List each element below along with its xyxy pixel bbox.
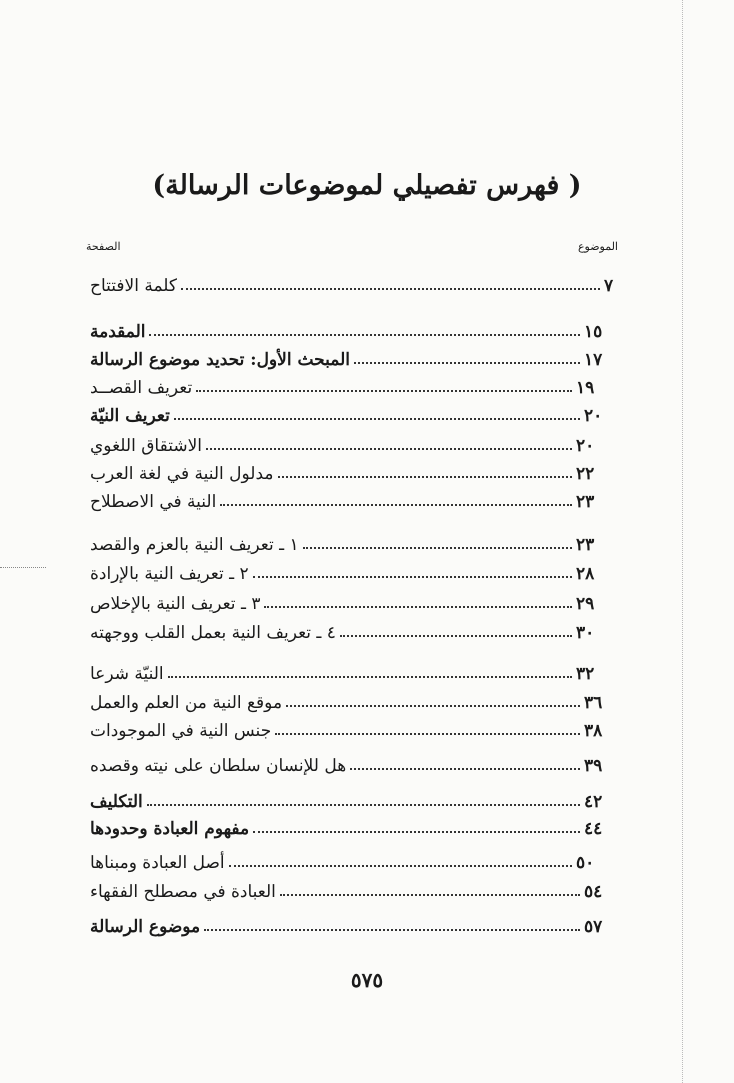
leader-dots <box>340 635 572 637</box>
toc-entry <box>86 683 618 713</box>
leader-dots <box>196 390 572 392</box>
leader-dots <box>275 733 580 735</box>
toc-entry <box>86 584 610 614</box>
toc-entry <box>86 396 618 426</box>
toc-entry-page: ٣٢ <box>576 664 595 684</box>
toc-entry-label: ١ ـ تعريف النية بالعزم والقصد <box>90 535 299 555</box>
toc-entry-page: ٧ <box>604 276 614 296</box>
toc-entry-label: التكليف <box>90 792 143 812</box>
toc-entry-label: المبحث الأول: تحديد موضوع الرسالة <box>90 350 350 370</box>
toc-entry-label: العبادة في مصطلح الفقهاء <box>90 882 276 902</box>
toc-entry-page: ٣٦ <box>584 693 603 713</box>
toc-entry <box>86 746 618 776</box>
toc-entry <box>86 907 618 937</box>
leader-dots <box>264 606 572 608</box>
toc-entry-page: ٢٣ <box>576 492 595 512</box>
leader-dots <box>350 768 580 770</box>
toc-entry-page: ٣٩ <box>584 756 603 776</box>
toc-entry-page: ٢٩ <box>576 594 595 614</box>
leader-dots <box>253 576 572 578</box>
toc-entry-page: ١٩ <box>576 378 595 398</box>
toc-entry-label: كلمة الافتتاح <box>90 276 178 296</box>
toc-entry <box>86 782 618 812</box>
toc-entry-page: ٢٢ <box>576 464 595 484</box>
leader-dots <box>204 929 580 931</box>
toc-entry-label: جنس النية في الموجودات <box>90 721 272 741</box>
toc-entry-label: مفهوم العبادة وحدودها <box>90 819 250 839</box>
toc-entry-label: ٢ ـ تعريف النية بالإرادة <box>90 564 249 584</box>
leader-dots <box>303 547 572 549</box>
leader-dots <box>229 865 572 867</box>
leader-dots <box>147 804 580 806</box>
leader-dots <box>280 894 580 896</box>
column-header-page: الصفحة <box>86 240 121 253</box>
toc-entry-page: ٥٧ <box>584 917 603 937</box>
toc-entry-label: الاشتقاق اللغوي <box>90 436 202 456</box>
toc-entry <box>86 312 618 342</box>
leader-dots <box>206 448 572 450</box>
toc-entry <box>86 368 610 398</box>
toc-entry-label: ٤ ـ تعريف النية بعمل القلب ووجهته <box>90 623 336 643</box>
toc-entry-label: ٣ ـ تعريف النية بالإخلاص <box>90 594 261 614</box>
toc-entry-label: موقع النية من العلم والعمل <box>90 693 283 713</box>
toc-entry-page: ٥٤ <box>584 882 603 902</box>
toc-entry <box>86 454 610 484</box>
toc-entry-page: ٥٠ <box>576 853 595 873</box>
toc-entry-page: ٢٠ <box>584 406 603 426</box>
toc-entry-label: مدلول النية في لغة العرب <box>90 464 274 484</box>
leader-dots <box>174 418 580 420</box>
leader-dots <box>253 831 580 833</box>
toc-entry-label: المقدمة <box>90 322 146 342</box>
toc-entry <box>86 613 610 643</box>
page-number: ٥٧٥ <box>350 968 384 992</box>
toc-entry-page: ٢٨ <box>576 564 595 584</box>
toc-entry-label: النيّة شرعا <box>90 664 164 684</box>
toc-entry-label: أصل العبادة ومبناها <box>90 853 225 873</box>
column-header-topic: الموضوع <box>577 240 618 253</box>
toc-entry-page: ٤٤ <box>584 819 603 839</box>
toc-entry-label: تعريف القصــد <box>90 378 193 398</box>
toc-entry <box>86 809 618 839</box>
toc-entry-page: ٤٢ <box>584 792 603 812</box>
leader-dots <box>181 288 600 290</box>
toc-entry-page: ٣٠ <box>576 623 595 643</box>
toc-entry <box>86 554 610 584</box>
toc-entry-label: النية في الاصطلاح <box>90 492 217 512</box>
toc-entry-page: ٢٣ <box>576 535 595 555</box>
page-title: ( فهرس تفصيلي لموضوعات الرسالة) <box>152 170 582 201</box>
toc-entry-label: هل للإنسان سلطان على نيته وقصده <box>90 756 347 776</box>
toc-entry <box>86 525 610 555</box>
toc-entry <box>86 872 618 902</box>
leader-dots <box>286 705 580 707</box>
toc-entry-page: ٣٨ <box>584 721 603 741</box>
toc-entry <box>86 266 638 296</box>
toc-entry-label: موضوع الرسالة <box>90 917 201 937</box>
toc-entry <box>86 711 618 741</box>
leader-dots <box>149 334 580 336</box>
toc-entry <box>86 340 618 370</box>
leader-dots <box>220 504 572 506</box>
toc-entry-page: ٢٠ <box>576 436 595 456</box>
toc-entry <box>86 654 610 684</box>
margin-mark <box>0 567 46 568</box>
toc-entry-page: ١٧ <box>584 350 603 370</box>
leader-dots <box>354 362 580 364</box>
toc-entry <box>86 482 610 512</box>
toc-entry-page: ١٥ <box>584 322 603 342</box>
leader-dots <box>278 476 572 478</box>
toc-entry-label: تعريف النيّة <box>90 406 170 426</box>
toc-entry <box>86 843 610 873</box>
toc-entry <box>86 426 610 456</box>
leader-dots <box>168 676 572 678</box>
